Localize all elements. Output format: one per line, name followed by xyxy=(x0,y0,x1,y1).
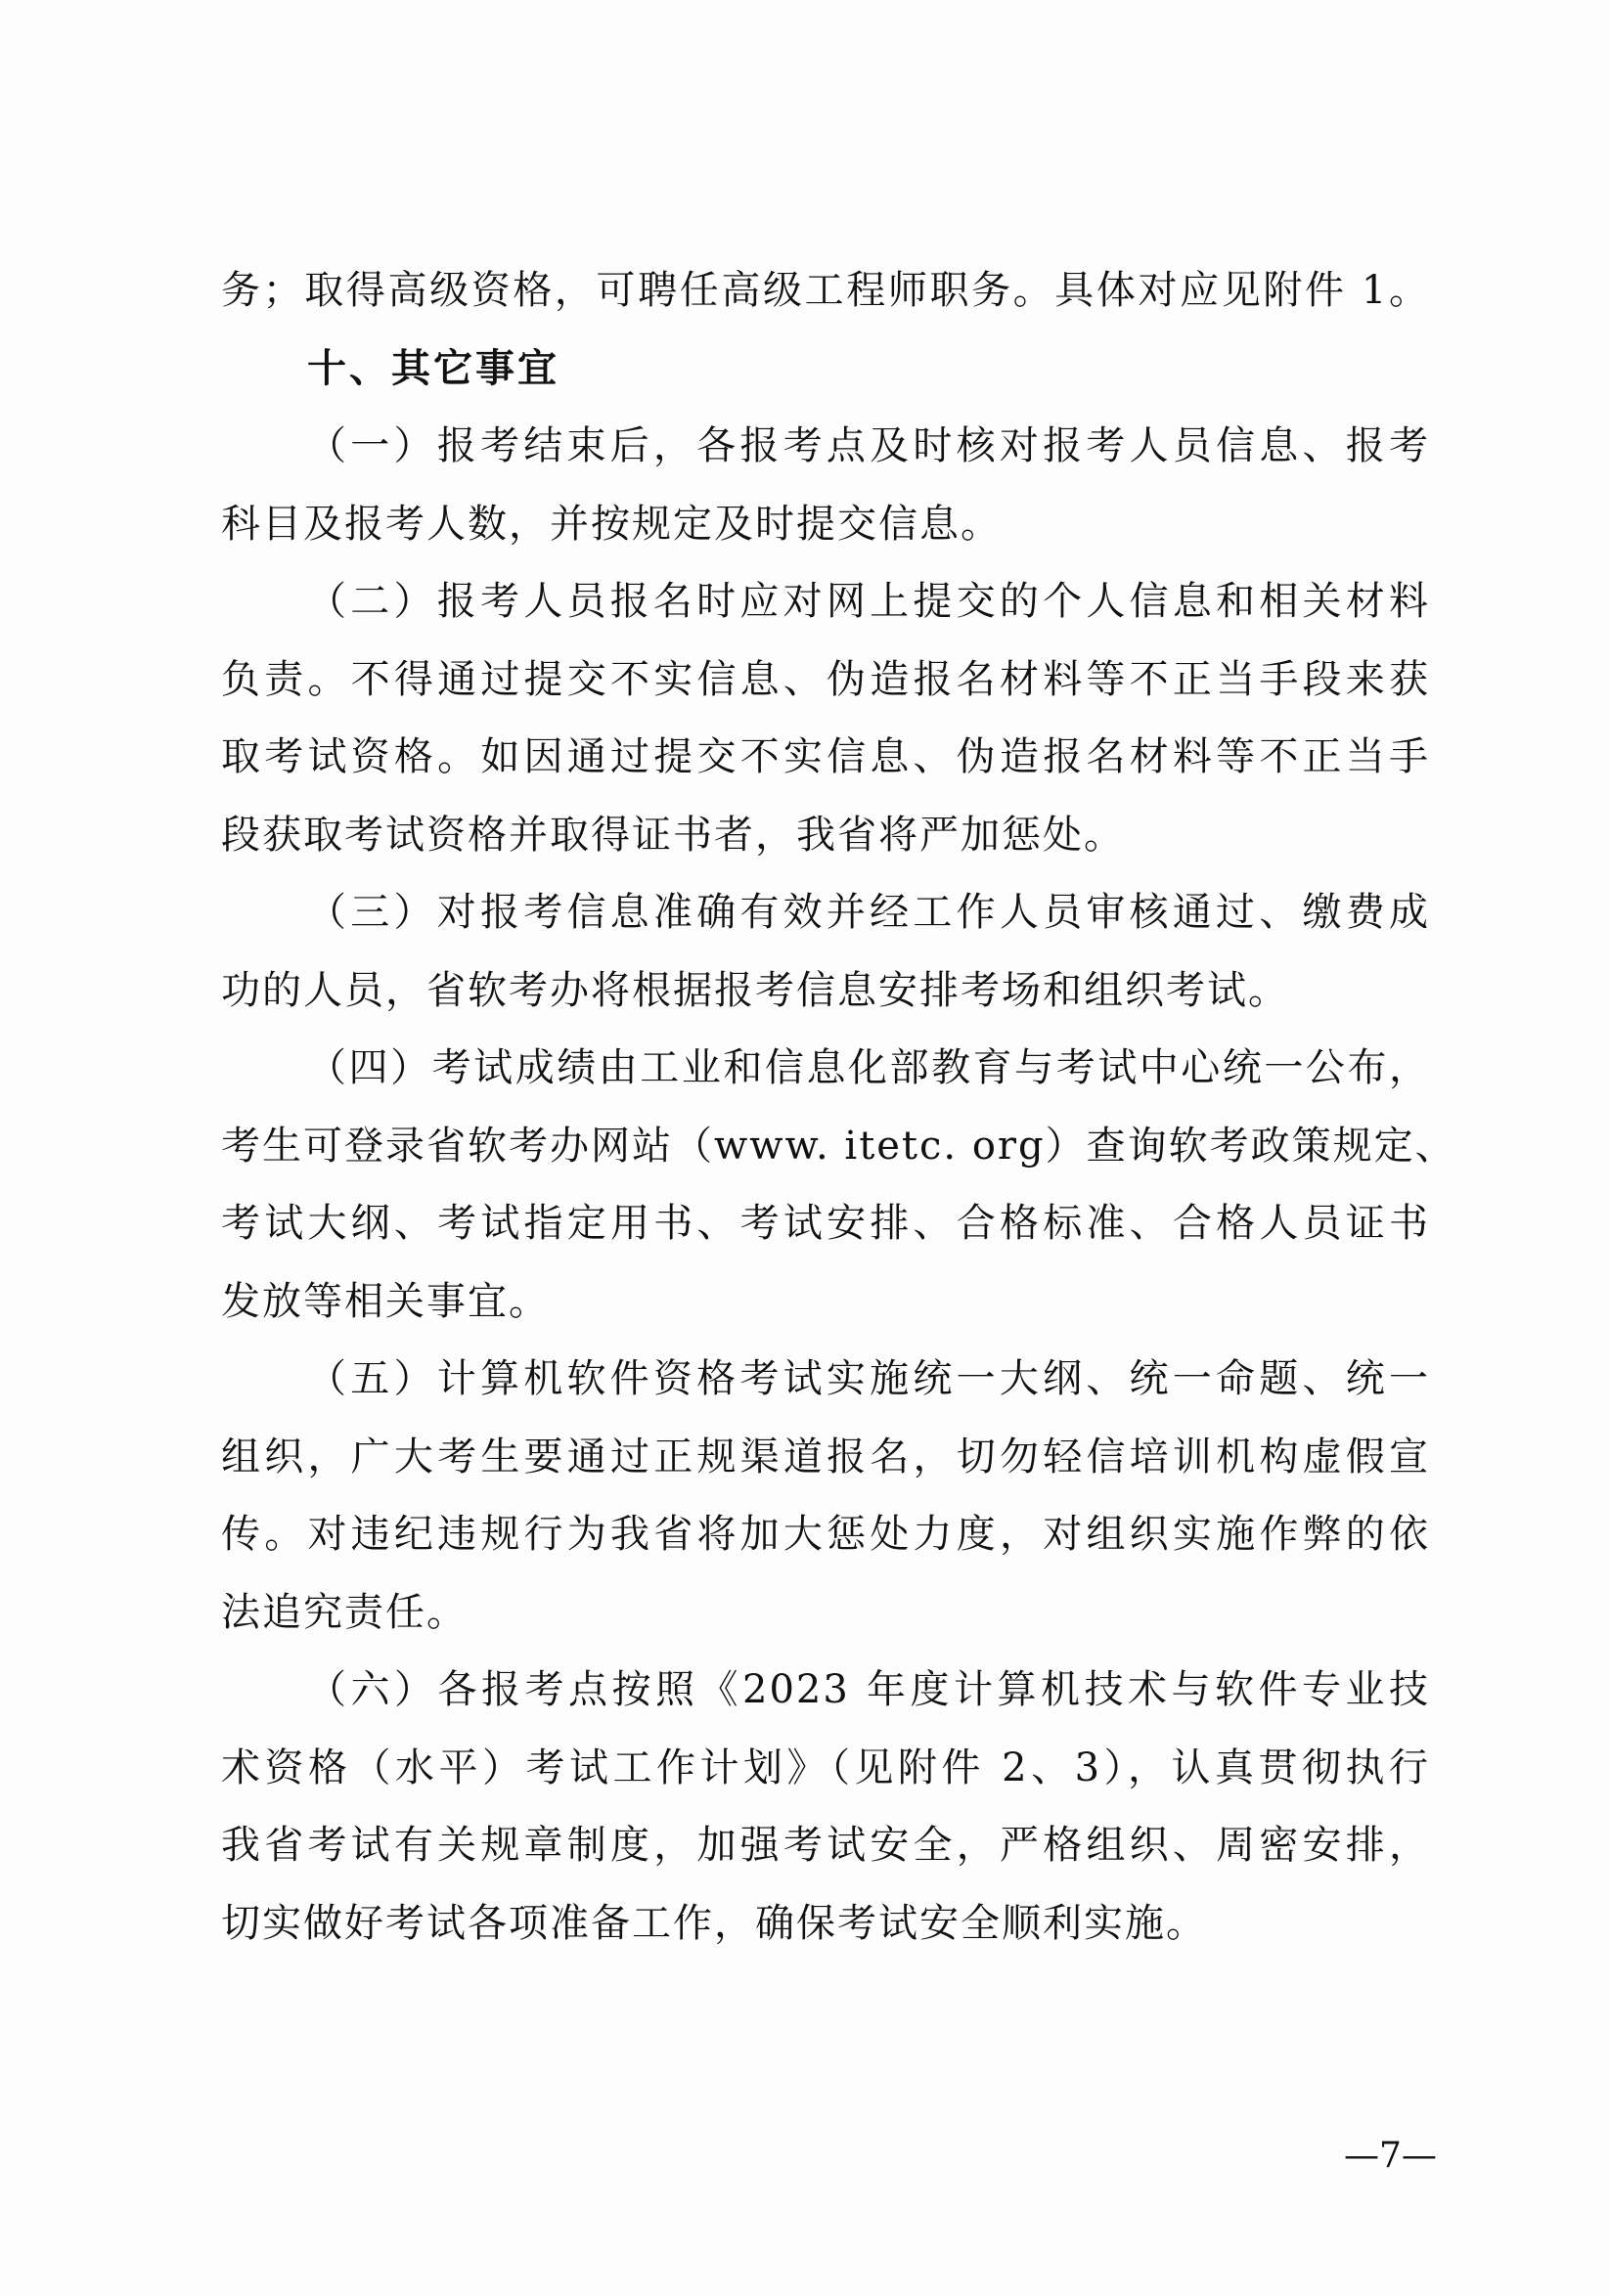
document-body xyxy=(221,252,1456,1963)
text-line: （六）各报考点按照《2023 年度计算机技术与软件专业技 xyxy=(307,1667,1430,1712)
text-line: （二）报考人员报名时应对网上提交的个人信息和相关材料 xyxy=(307,579,1430,624)
text-line: 段获取考试资格并取得证书者，我省将严加惩处。 xyxy=(221,812,1125,858)
text-line: 发放等相关事宜。 xyxy=(221,1278,550,1324)
text-line: （一）报考结束后，各报考点及时核对报考人员信息、报考 xyxy=(307,423,1430,468)
text-line: 考试大纲、考试指定用书、考试安排、合格标准、合格人员证书 xyxy=(221,1201,1430,1246)
text-line: 我省考试有关规章制度，加强考试安全，严格组织、周密安排， xyxy=(221,1823,1430,1868)
text-line: 组织，广大考生要通过正规渠道报名，切勿轻信培训机构虚假宣 xyxy=(221,1434,1430,1479)
text-line: 法追究责任。 xyxy=(221,1589,468,1635)
text-line: （三）对报考信息准确有效并经工作人员审核通过、缴费成 xyxy=(307,890,1430,935)
text-line: 传。对违纪违规行为我省将加大惩处力度，对组织实施作弊的依 xyxy=(221,1512,1430,1557)
text-line: 考生可登录省软考办网站（www. itetc. org）查询软考政策规定、 xyxy=(221,1123,1456,1169)
page-number: —7— xyxy=(1344,2136,1437,2176)
text-line: 切实做好考试各项准备工作，确保考试安全顺利实施。 xyxy=(221,1900,1207,1946)
text-line: 务；取得高级资格，可聘任高级工程师职务。具体对应见附件 1。 xyxy=(221,268,1430,313)
text-line: 科目及报考人数，并按规定及时提交信息。 xyxy=(221,501,1002,547)
text-line: 取考试资格。如因通过提交不实信息、伪造报名材料等不正当手 xyxy=(221,734,1430,779)
text-line: （四）考试成绩由工业和信息化部教育与考试中心统一公布， xyxy=(307,1045,1430,1090)
text-line: 术资格（水平）考试工作计划》（见附件 2、3），认真贯彻执行 xyxy=(221,1744,1430,1790)
text-line: 功的人员，省软考办将根据报考信息安排考场和组织考试。 xyxy=(221,967,1289,1013)
text-line: 负责。不得通过提交不实信息、伪造报名材料等不正当手段来获 xyxy=(221,656,1430,702)
section-heading: 十、其它事宜 xyxy=(307,345,559,391)
text-line: （五）计算机软件资格考试实施统一大纲、统一命题、统一 xyxy=(307,1356,1430,1401)
